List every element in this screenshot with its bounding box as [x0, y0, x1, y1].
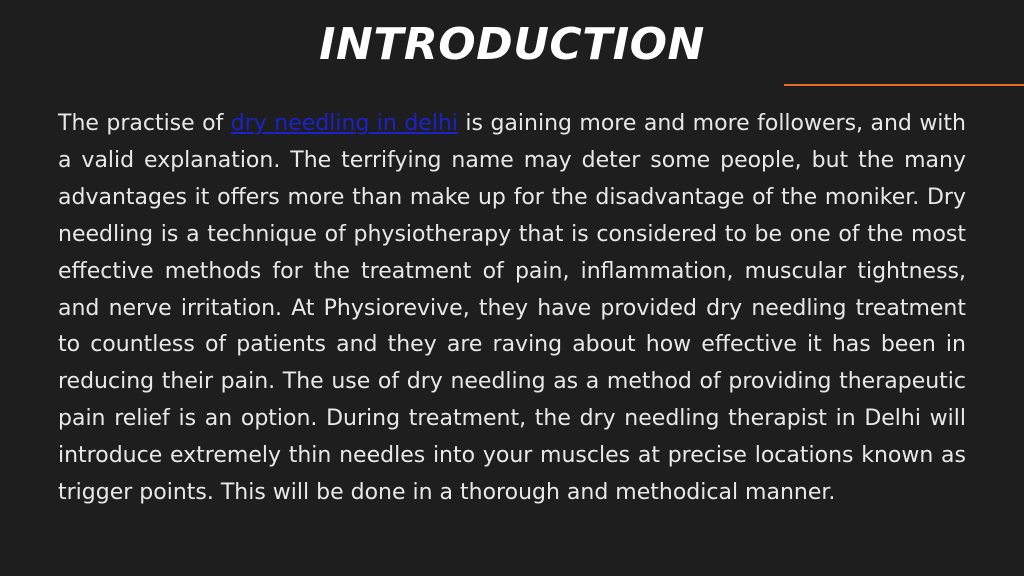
accent-divider-line	[784, 84, 1024, 86]
introduction-paragraph	[58, 106, 966, 512]
slide-title: INTRODUCTION	[319, 19, 705, 70]
paragraph-text-after-link: is gaining more and more followers, and with a valid explanation. The terrifying name may deter some people, but the many advantages it offers more than make up for the disadvantage of the moniker. Dry needling is a technique of physiotherapy that is considered to be one of the most effective methods for the treatment of pain, inflammation, muscular tightness, and nerve irritation. At Physiorevive, they have provided dry needling treatment to countless of patients and they are raving about how effective it has been in reducing their pain. The use of dry needling as a method of providing therapeutic pain relief is an option. During treatment, the dry needling therapist in Delhi will introduce extremely thin needles into your muscles at precise locations known as trigger points. This will be done in a thorough and methodical manner.	[58, 111, 966, 506]
paragraph-text-before-link: The practise of	[58, 111, 231, 136]
dry-needling-link[interactable]: dry needling in delhi	[230, 111, 458, 136]
